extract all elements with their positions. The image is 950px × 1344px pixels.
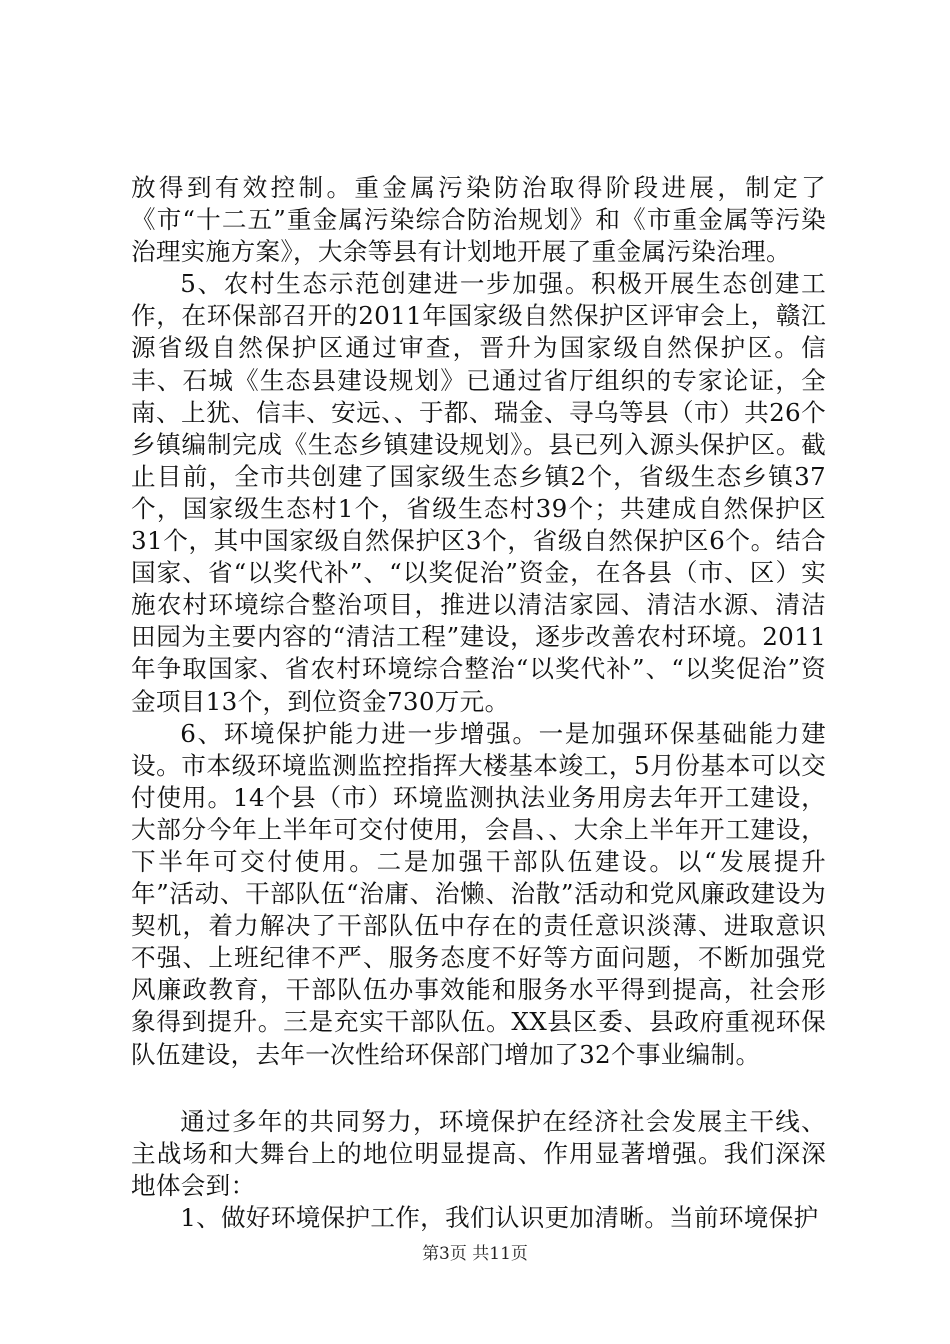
document-body <box>131 172 826 1234</box>
paragraph-summary-intro: 通过多年的共同努力，环境保护在经济社会发展主干线、主战场和大舞台上的地位明显提高、作用显著增强。我们深深地体会到： <box>131 1106 826 1200</box>
paragraph-rural-ecology: 5、农村生态示范创建进一步加强。积极开展生态创建工作，在环保部召开的2011年国家级自然保护区评审会上，赣江源省级自然保护区通过审查，晋升为国家级自然保护区。信丰、石城《生态县建设规划》已通过省厅组织的专家论证，全南、上犹、信丰、安远、、于都、瑞金、寻乌等县（市）共26个乡镇编制完成《生态乡镇建设规划》。县已列入源头保护区。截止目前，全市共创建了国家级生态乡镇2个，省级生态乡镇37个，国家级生态村1个，省级生态村39个；共建成自然保护区31个，其中国家级自然保护区3个，省级自然保护区6个。结合国家、省“以奖代补”、“以奖促治”资金，在各县（市、区）实施农村环境综合整治项目，推进以清洁家园、清洁水源、清洁田园为主要内容的“清洁工程”建设，逐步改善农村环境。2011年争取国家、省农村环境综合整治“以奖代补”、“以奖促治”资金项目13个，到位资金730万元。 <box>131 269 826 716</box>
page-number-footer: 第3页 共11页 <box>422 1244 528 1264</box>
paragraph-continuation: 放得到有效控制。重金属污染防治取得阶段进展，制定了《市“十二五”重金属污染综合防治规划》和《市重金属等污染治理实施方案》，大余等县有计划地开展了重金属污染治理。 <box>131 173 826 267</box>
paragraph-capacity-building: 6、环境保护能力进一步增强。一是加强环保基础能力建设。市本级环境监测监控指挥大楼基本竣工，5月份基本可以交付使用。14个县（市）环境监测执法业务用房去年开工建设，大部分今年上半年可交付使用，会昌、、大余上半年开工建设，下半年可交付使用。二是加强干部队伍建设。以“发展提升年”活动、干部队伍“治庸、治懒、治散”活动和党风廉政建设为契机，着力解决了干部队伍中存在的责任意识淡薄、进取意识不强、上班纪律不严、服务态度不好等方面问题，不断加强党风廉政教育，干部队伍办事效能和服务水平得到提高，社会形象得到提升。三是充实干部队伍。XX县区委、县政府重视环保队伍建设，去年一次性给环保部门增加了32个事业编制。 <box>131 718 826 1069</box>
paragraph-lesson-one: 1、做好环境保护工作，我们认识更加清晰。当前环境保护 <box>180 1202 819 1232</box>
